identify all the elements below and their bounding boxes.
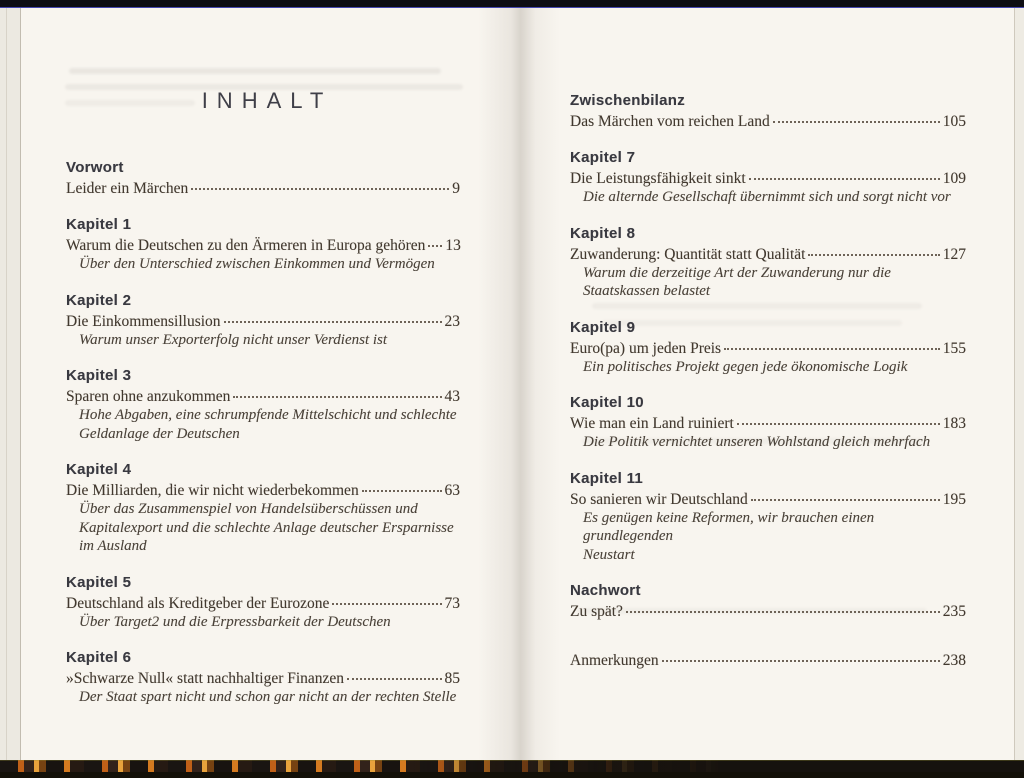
toc-section-kapitel-5 (66, 573, 460, 632)
entry-title: Zu spät? (570, 603, 623, 620)
left-page-fore-edge (0, 8, 21, 762)
chapter-heading: Vorwort (66, 159, 124, 176)
entry-title: Leider ein Märchen (66, 180, 189, 197)
page-number: 63 (444, 482, 460, 499)
page-number: 85 (444, 670, 460, 687)
entry-title: Anmerkungen (570, 652, 659, 669)
chapter-heading: Nachwort (570, 582, 641, 599)
toc-left-column (66, 158, 460, 724)
chapter-subtitle: Hohe Abgaben, eine schrumpfende Mittelschicht und schlechte (79, 407, 457, 423)
page-number: 13 (445, 237, 461, 254)
toc-right-column (570, 91, 966, 687)
chapter-heading: Kapitel 11 (570, 469, 644, 487)
dot-leader (773, 121, 940, 123)
page-number: 109 (942, 170, 966, 187)
toc-section-kapitel-8 (570, 224, 966, 301)
book-spread (0, 8, 1024, 762)
chapter-heading: Kapitel 4 (66, 461, 132, 478)
dot-leader (362, 490, 442, 492)
toc-entry (570, 602, 966, 621)
dot-leader (724, 348, 940, 350)
dot-leader (737, 423, 940, 425)
page-number: 183 (942, 415, 966, 432)
entry-title: Warum die Deutschen zu den Ärmeren in Europa gehören (66, 237, 426, 254)
entry-title: Wie man ein Land ruiniert (570, 415, 734, 432)
entry-title: Die Einkommensillusion (66, 312, 221, 330)
chapter-subtitle: Es genügen keine Reformen, wir brauchen einen grundlegenden (583, 509, 875, 544)
scanner-top-edge (0, 0, 1024, 8)
page-number: 43 (444, 388, 460, 405)
chapter-subtitle: Ein politisches Projekt gegen jede ökonomische Logik (583, 358, 908, 375)
entry-title: So sanieren wir Deutschland (570, 490, 748, 508)
page-number: 9 (452, 180, 460, 197)
chapter-subtitle: Kapitalexport und die schlechte Anlage deutscher Ersparnisse (79, 519, 454, 536)
toc-section-kapitel-1 (66, 215, 460, 274)
toc-section-kapitel-4 (66, 460, 460, 556)
entry-title: Euro(pa) um jeden Preis (570, 339, 722, 357)
chapter-subtitle: Warum unser Exporterfolg nicht unser Verdienst ist (79, 331, 388, 348)
toc-section-kapitel-6 (66, 648, 460, 707)
page-number: 23 (444, 312, 460, 330)
toc-section-kapitel-2 (66, 291, 460, 350)
toc-entry (570, 245, 966, 264)
toc-entry (570, 112, 966, 131)
toc-entry (570, 169, 966, 188)
page-number: 235 (942, 603, 966, 620)
entry-title: Die Milliarden, die wir nicht wiederbekommen (66, 482, 359, 499)
right-page (512, 8, 1015, 762)
toc-section-kapitel-3 (66, 366, 460, 443)
entry-title: Zuwanderung: Quantität statt Qualität (570, 245, 806, 263)
page-edge-line (6, 8, 7, 762)
dot-leader (662, 660, 940, 662)
entry-title: Die Leistungsfähigkeit sinkt (570, 170, 746, 187)
entry-title: »Schwarze Null« statt nachhaltiger Finanzen (66, 670, 345, 687)
dot-leader (428, 245, 442, 247)
toc-page-title: INHALT (201, 88, 333, 113)
page-number: 73 (444, 594, 460, 612)
toc-section-kapitel-9 (570, 318, 966, 377)
dot-leader (626, 611, 940, 613)
dot-leader (808, 254, 939, 256)
right-page-fore-edge (1014, 8, 1024, 762)
dot-leader (751, 499, 940, 501)
chapter-subtitle: Die alternde Gesellschaft übernimmt sich und sorgt nicht vor (583, 189, 951, 205)
page-number: 155 (942, 339, 966, 357)
chapter-subtitle: Über Target2 und die Erpressbarkeit der Deutschen (79, 613, 391, 630)
chapter-subtitle: Die Politik vernichtet unseren Wohlstand gleich mehrfach (583, 434, 931, 450)
dot-leader (233, 396, 441, 398)
chapter-heading: Kapitel 1 (66, 216, 132, 233)
toc-section-zwischenbilanz (570, 91, 966, 131)
chapter-heading: Kapitel 5 (66, 573, 132, 591)
toc-entry (66, 669, 460, 688)
toc-entry (66, 236, 460, 255)
toc-entry (66, 481, 460, 500)
entry-title: Das Märchen vom reichen Land (570, 113, 770, 130)
chapter-subtitle: Über das Zusammenspiel von Handelsüberschüssen und (79, 501, 418, 517)
dot-leader (347, 678, 441, 680)
toc-entry (66, 312, 460, 331)
page-number: 105 (942, 113, 966, 130)
dot-leader (191, 188, 449, 190)
toc-entry (570, 339, 966, 358)
scanner-bottom-edge (0, 772, 1024, 778)
chapter-heading: Kapitel 10 (570, 394, 644, 411)
chapter-subtitle: Der Staat spart nicht und schon gar nicht an der rechten Stelle (79, 689, 457, 705)
toc-entry (66, 594, 460, 613)
entry-title: Sparen ohne anzukommen (66, 388, 231, 405)
chapter-subtitle: im Ausland (79, 538, 147, 554)
toc-entry (66, 387, 460, 406)
toc-entry (570, 490, 966, 509)
toc-entry (66, 179, 460, 198)
chapter-subtitle: Staatskassen belastet (583, 283, 711, 299)
toc-section-kapitel-10 (570, 393, 966, 452)
chapter-heading: Kapitel 7 (570, 149, 636, 166)
entry-title: Deutschland als Kreditgeber der Eurozone (66, 594, 330, 612)
chapter-heading: Kapitel 9 (570, 318, 636, 336)
dot-leader (224, 321, 442, 323)
toc-entry (570, 414, 966, 433)
page-number: 127 (942, 245, 966, 263)
gutter-shadow (478, 8, 560, 762)
toc-section-kapitel-7 (570, 148, 966, 207)
chapter-heading: Kapitel 6 (66, 649, 132, 666)
toc-section-vorwort (66, 158, 460, 198)
chapter-heading: Kapitel 8 (570, 224, 636, 242)
page-number: 238 (942, 652, 966, 669)
chapter-heading: Zwischenbilanz (570, 92, 686, 109)
dot-leader (749, 178, 940, 180)
toc-section-kapitel-11 (570, 469, 966, 565)
chapter-heading: Kapitel 3 (66, 367, 132, 384)
chapter-heading: Kapitel 2 (66, 291, 132, 309)
chapter-subtitle: Neustart (583, 546, 635, 563)
left-page (21, 8, 512, 762)
chapter-subtitle: Über den Unterschied zwischen Einkommen und Vermögen (79, 256, 435, 272)
chapter-subtitle: Warum die derzeitige Art der Zuwanderung nur die (583, 264, 891, 281)
bleed-through-line (69, 68, 441, 74)
page-number: 195 (942, 490, 966, 508)
chapter-subtitle: Geldanlage der Deutschen (79, 425, 240, 442)
toc-entry (570, 651, 966, 670)
toc-section-nachwort (570, 581, 966, 621)
dot-leader (332, 603, 441, 605)
toc-section-anmerkungen (570, 651, 966, 670)
